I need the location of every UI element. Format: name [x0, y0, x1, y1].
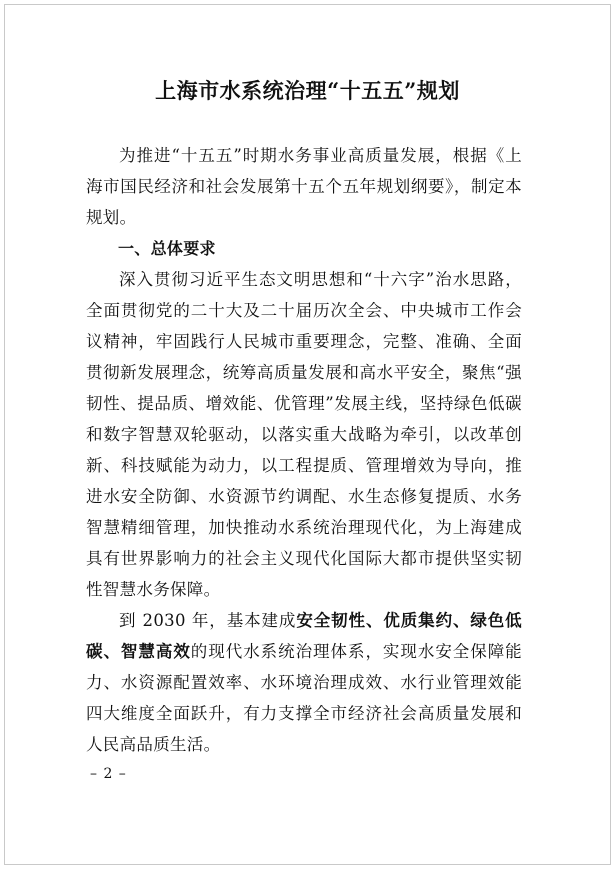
goals-key-phrase: 安全韧性、优质集约、绿色低碳、智慧高效 — [86, 611, 522, 661]
requirements-paragraph: 深入贯彻习近平生态文明思想和“十六字”治水思路，全面贯彻党的二十大及二十届历次全会、中央城市工作会议精神，牢固践行人民城市重要理念，完整、准确、全面贯彻新发展理念，统筹高质量发展和高水平安全，聚焦“强韧性、提品质、增效能、优管理”发展主线，坚持绿色低碳和数字智慧双轮驱动，以落实重大战略为牵引，以改革创新、科技赋能为动力，以工程提质、管理增效为导向，推进水安全防御、水资源节约调配、水生态修复提质、水务智慧精细管理，加快推动水系统治理现代化，为上海建成具有世界影响力的社会主义现代化国际大都市提供坚实韧性智慧水务保障。 — [86, 270, 522, 599]
goals-rest-text: 的现代水系统治理体系，实现水安全保障能力、水资源配置效率、水环境治理成效、水行业管理效能四大维度全面跃升，有力支撑全市经济社会高质量发展和人民高品质生活。 — [86, 642, 522, 754]
goals-paragraph — [86, 605, 522, 760]
intro-paragraph: 为推进“十五五”时期水务事业高质量发展，根据《上海市国民经济和社会发展第十五个五年规划纲要》，制定本规划。 — [86, 146, 522, 227]
page-number: – 2 – — [90, 766, 127, 782]
document-title: 上海市水系统治理“十五五”规划 — [155, 78, 460, 103]
document-body — [86, 140, 522, 760]
section-heading: 一、总体要求 — [118, 239, 216, 258]
goals-lead-text: 到 2030 年，基本建成 — [119, 611, 297, 630]
